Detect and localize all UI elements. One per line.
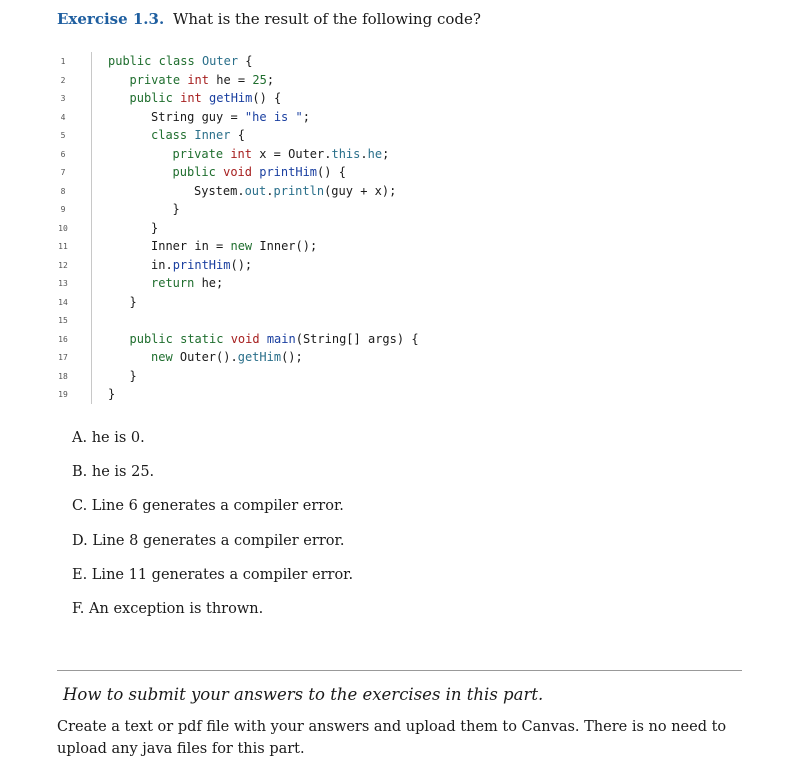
code-text: System.out.println(guy + x); xyxy=(194,183,397,198)
code-line xyxy=(0,163,700,182)
code-line xyxy=(0,367,700,386)
code-line xyxy=(0,145,700,164)
code-line xyxy=(0,200,700,219)
line-number: 16 xyxy=(58,334,68,344)
exercise-heading xyxy=(57,10,481,28)
submission-body: Create a text or pdf file with your answers and upload them to Canvas. There is no need to upload any java files for this part. xyxy=(57,719,727,757)
exercise-question: What is the result of the following code? xyxy=(172,10,481,28)
line-number: 5 xyxy=(60,131,66,140)
line-number: 1 xyxy=(60,57,66,66)
code-text: String guy = "he is "; xyxy=(151,109,310,124)
code-text: public static void main(String[] args) { xyxy=(129,331,419,346)
option-a: A. he is 0. xyxy=(72,430,145,446)
line-number: 4 xyxy=(60,112,66,122)
option-f: F. An exception is thrown. xyxy=(72,600,264,617)
code-line xyxy=(0,126,700,145)
line-number: 14 xyxy=(58,297,68,307)
code-line xyxy=(0,182,700,201)
option-d: D. Line 8 generates a compiler error. xyxy=(72,532,345,549)
code-line xyxy=(0,348,700,367)
code-text: public int getHim() { xyxy=(129,91,282,105)
option-b: B. he is 25. xyxy=(72,464,155,481)
code-line xyxy=(0,293,700,312)
line-number: 9 xyxy=(60,205,66,214)
line-number: 3 xyxy=(60,94,66,103)
section-divider xyxy=(57,670,742,671)
code-line xyxy=(0,237,700,256)
line-number: 11 xyxy=(58,242,68,251)
code-line xyxy=(0,311,700,330)
code-text: } xyxy=(129,294,137,309)
line-number: 6 xyxy=(60,149,66,159)
code-line xyxy=(0,89,700,108)
code-line xyxy=(0,256,700,275)
code-line xyxy=(0,71,700,90)
line-number: 12 xyxy=(58,260,68,270)
line-number: 7 xyxy=(60,168,66,177)
line-number: 8 xyxy=(60,186,66,196)
line-number: 17 xyxy=(58,353,68,362)
code-line xyxy=(0,52,700,71)
code-text: in.printHim(); xyxy=(151,257,253,272)
code-text: private int he = 25; xyxy=(129,72,275,87)
code-line xyxy=(0,108,700,127)
code-text: public void printHim() { xyxy=(172,165,346,179)
exercise-label: Exercise 1.3. xyxy=(57,10,165,28)
code-text: private int x = Outer.this.he; xyxy=(172,146,390,161)
code-line xyxy=(0,274,700,293)
code-text: } xyxy=(129,368,137,383)
code-text: } xyxy=(108,387,116,401)
option-e: E. Line 11 generates a compiler error. xyxy=(72,566,354,583)
line-number: 13 xyxy=(58,279,68,288)
line-number: 2 xyxy=(60,75,66,85)
code-text: public class Outer { xyxy=(108,54,253,68)
code-text: Inner in = new Inner(); xyxy=(151,239,318,253)
code-text: return he; xyxy=(151,276,224,290)
code-text: class Inner { xyxy=(151,128,245,142)
line-number: 19 xyxy=(58,390,68,399)
answer-options xyxy=(72,428,353,633)
code-text: } xyxy=(151,220,159,235)
line-number: 10 xyxy=(58,223,68,233)
submission-title: How to submit your answers to the exercises in this part. xyxy=(63,685,544,704)
code-text: new Outer().getHim(); xyxy=(151,350,303,364)
code-line xyxy=(0,385,700,404)
line-number: 18 xyxy=(58,371,68,381)
code-line xyxy=(0,219,700,238)
option-c: C. Line 6 generates a compiler error. xyxy=(72,498,344,515)
code-line xyxy=(0,330,700,349)
code-text: } xyxy=(172,202,180,216)
line-number: 15 xyxy=(58,316,68,325)
